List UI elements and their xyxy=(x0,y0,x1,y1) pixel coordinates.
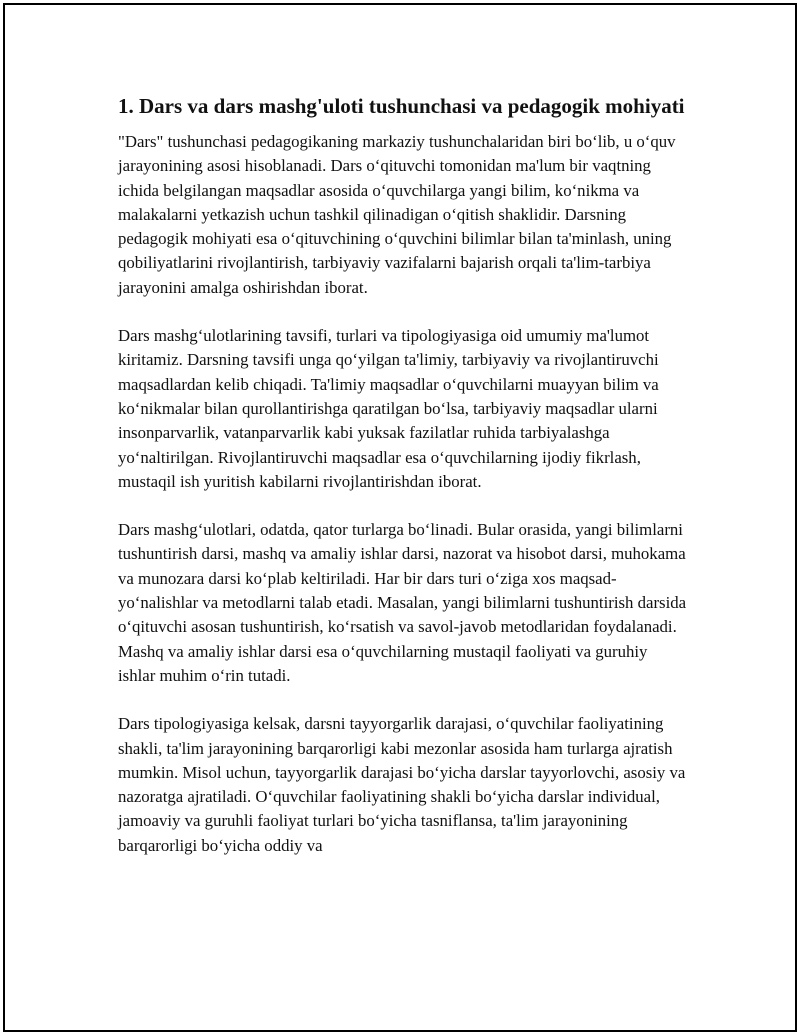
document-body xyxy=(118,92,688,882)
paragraph-dars-concept: "Dars" tushunchasi pedagogikaning markaziy tushunchalaridan biri bo‘lib, u o‘quv jarayonining asosi hisoblanadi. Dars o‘qituvchi tomonidan ma'lum bir vaqtning ichida belgilangan maqsadlar asosida o‘quvchilarga yangi bilim, ko‘nikma va malakalarni yetkazish uchun tashkil qilinadigan o‘qitish shaklidir. Darsning pedagogik mohiyati esa o‘qituvchining o‘quvchini bilimlar bilan ta'minlash, uning qobiliyatlarini rivojlantirish, tarbiyaviy vazifalarni bajarish orqali ta'lim-tarbiya jarayonini amalga oshirishdan iborat. xyxy=(118,132,676,297)
paragraph-lesson-typology: Dars tipologiyasiga kelsak, darsni tayyorgarlik darajasi, o‘quvchilar faoliyatining shakli, ta'lim jarayonining barqarorligi kabi mezonlar asosida ham turlarga ajratish mumkin. Misol uchun, tayyorgarlik darajasi bo‘yicha darslar tayyorlovchi, asosiy va nazoratga ajratiladi. O‘quvchilar faoliyatining shakli bo‘yicha darslar individual, jamoaviy va guruhli faoliyat turlari bo‘yicha tasniflansa, ta'lim jarayonining barqarorligi bo‘yicha oddiy va xyxy=(118,714,686,855)
paragraph-lesson-types: Dars mashg‘ulotlari, odatda, qator turlarga bo‘linadi. Bular orasida, yangi bilimlarni tushuntirish darsi, mashq va amaliy ishlar darsi, nazorat va hisobot darsi, muhokama va munozara darsi ko‘plab keltiriladi. Har bir dars turi o‘ziga xos maqsad-yo‘nalishlar va metodlarni talab etadi. Masalan, yangi bilimlarni tushuntirish darsida o‘qituvchi asosan tushuntirish, ko‘rsatish va savol-javob metodlaridan foydalanadi. Mashq va amaliy ishlar darsi esa o‘quvchilarning mustaqil faoliyati va guruhiy ishlar muhim o‘rin tutadi. xyxy=(118,520,687,685)
section-heading: 1. Dars va dars mashg'uloti tushunchasi va pedagogik mohiyati xyxy=(118,94,685,118)
paragraph-lesson-goals: Dars mashg‘ulotlarining tavsifi, turlari va tipologiyasiga oid umumiy ma'lumot kiritamiz. Darsning tavsifi unga qo‘yilgan ta'limiy, tarbiyaviy va rivojlantiruvchi maqsadlardan kelib chiqadi. Ta'limiy maqsadlar o‘quvchilarni muayyan bilim va ko‘nikmalar bilan qurollantirishga qaratilgan bo‘lsa, tarbiyaviy maqsadlar ularni insonparvarlik, vatanparvarlik kabi yuksak fazilatlar ruhida tarbiyalashga yo‘naltirilgan. Rivojlantiruvchi maqsadlar esa o‘quvchilarning ijodiy fikrlash, mustaqil ish yuritish kabilarni rivojlantirishdan iborat. xyxy=(118,326,659,491)
